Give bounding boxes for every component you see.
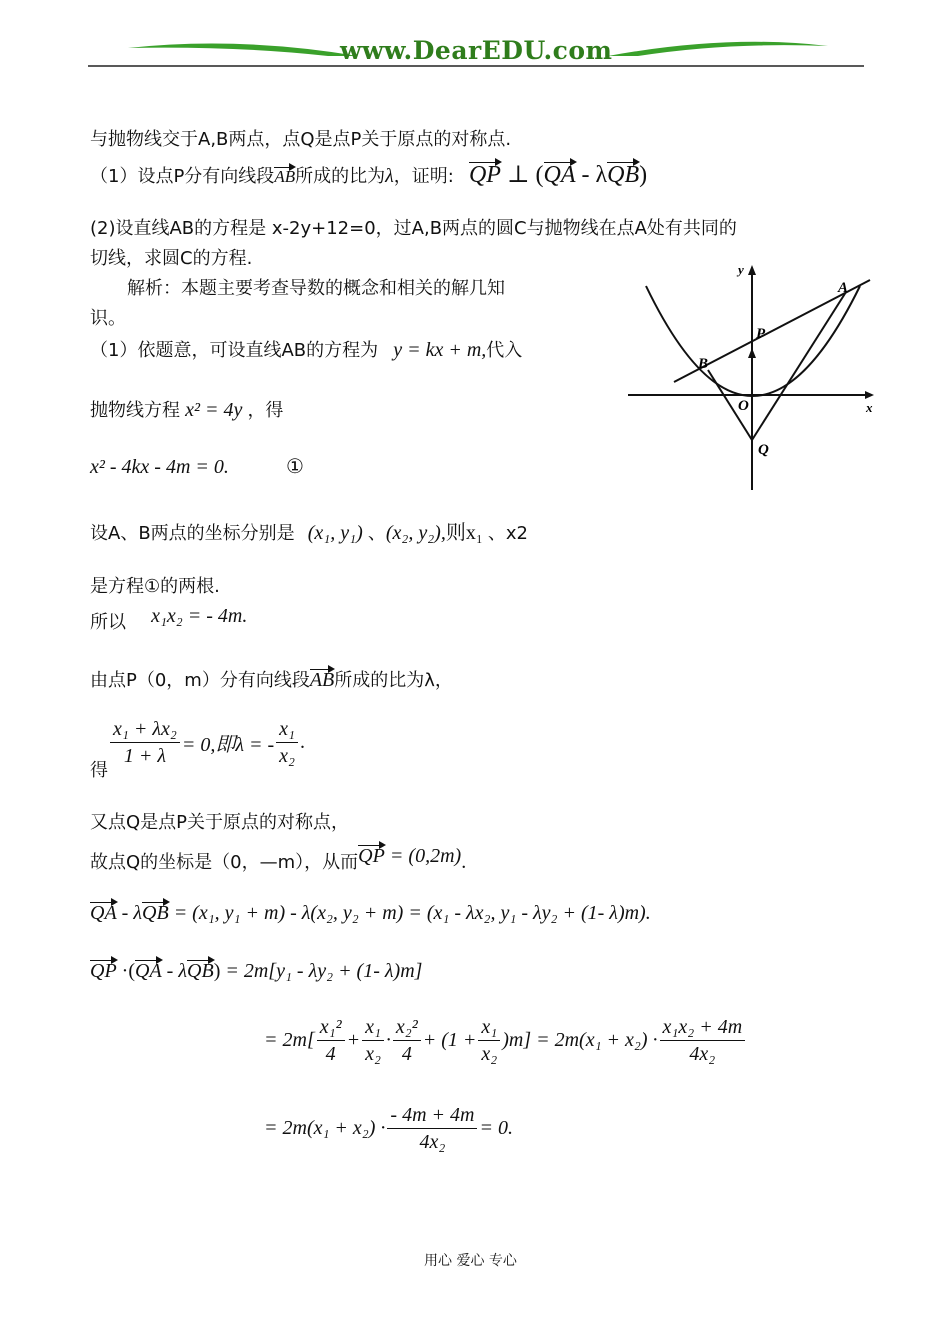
q1-mid: 所成的比为 <box>295 166 386 187</box>
step-3-text: 设A、B两点的坐标分别是 <box>90 523 295 544</box>
step-6-after: 所成的比为λ， <box>334 670 453 691</box>
eq3-vector-qp: QP <box>90 960 117 982</box>
step-9-vector-qp: QP <box>358 845 385 867</box>
step-7-end: . <box>300 731 305 753</box>
equation-1-formula: x² - 4kx - 4m = 0. <box>90 456 229 478</box>
segment-qa <box>752 292 846 440</box>
step-4: 是方程①的两根. <box>90 576 220 597</box>
analysis-line2: 识。 <box>90 308 126 329</box>
q1-prefix: （1）设点P分有向线段 <box>90 166 275 187</box>
step-3-point-b: (x₂, y₂), <box>385 522 446 544</box>
step-1-text: （1）依题意，可设直线AB的方程为 <box>90 340 379 361</box>
step-7-mid: = 0,即λ = - <box>181 734 275 756</box>
step-2-text: 抛物线方程 <box>90 400 180 421</box>
step-6-vector-ab: AB <box>309 669 335 691</box>
step-3-tail: 、x2 <box>487 523 529 544</box>
eq2-vector-qa: QA <box>90 902 117 924</box>
label-y: y <box>738 262 744 277</box>
equation-3-formula: = 2m[y₁ - λy₂ + (1- λ)m] <box>225 960 423 982</box>
step-6-text: 由点P（0，m）分有向线段 <box>90 670 310 691</box>
question-2-line2: 切线，求圆C的方程. <box>90 248 253 269</box>
step-7-fraction: $\frac{\text{x₁ + λx₂}}{1 + \lambda}$ <box>110 718 180 767</box>
question-1 <box>90 160 647 189</box>
step-7-lambda-fraction: $\frac{\text{x₁}}{\text{x₂}}$ <box>276 718 298 767</box>
label-q: Q <box>758 442 769 458</box>
step-3-then: 则x₁ <box>445 522 483 544</box>
parabola-figure <box>624 262 880 494</box>
point-p-arrow <box>748 348 756 358</box>
step-5-formula: x₁x₂ = - 4m. <box>151 605 248 627</box>
q1-claim: QP ⊥ (QA - λQB) <box>468 162 648 188</box>
equation-2-formula: = (x₁, y₁ + m) - λ(x₂, y₂ + m) = (x₁ - λx₂, y₁ - λy₂ + (1- λ)m). <box>173 902 651 924</box>
step-1 <box>90 336 522 362</box>
intro-line: 与抛物线交于A,B两点，点Q是点P关于原点的对称点. <box>90 129 512 150</box>
label-p: P <box>756 326 766 342</box>
step-2-after: ，得 <box>247 400 284 421</box>
q1-vector-ab: AB <box>274 167 296 186</box>
step-7-text: 得 <box>90 759 108 781</box>
step-9-formula: = (0,2m) <box>389 845 462 867</box>
step-5-text: 所以 <box>90 612 126 633</box>
y-axis-arrow <box>748 265 756 275</box>
step-9-end: . <box>461 851 467 873</box>
question-2-line1: (2)设直线AB的方程是 x-2y+12=0，过A,B两点的圆C与抛物线在点A处有共同的 <box>90 218 737 239</box>
step-2 <box>90 396 283 422</box>
equation-1 <box>90 454 304 479</box>
equation-4: = 2m[ $\frac{\text{x₁²}}{4}$ + $\frac{\text{x₁}}{\text{x₂}}$ · $\frac{\text{x₂²}}{4}$ + (1 + $\frac{\text{x₁}}{\text{x₂}}$ )m] = 2m(x₁ + x₂) · $\frac{\text{x₁x₂ + 4m}}{\text{4x₂}}$ <box>264 1016 747 1065</box>
equation-3: QP ·(QA - λQB) = 2m[y₁ - λy₂ + (1- λ)m] <box>90 960 423 982</box>
q1-lambda: λ <box>385 165 394 187</box>
step-5 <box>90 602 248 633</box>
analysis-line1: 解析：本题主要考查导数的概念和相关的解几知 <box>127 278 505 299</box>
label-x: x <box>866 400 873 415</box>
eq3-vector-qb: QB <box>187 960 214 982</box>
equation-1-marker: ① <box>285 456 304 478</box>
eq3-vector-qa: QA <box>135 960 162 982</box>
step-7 <box>90 718 305 781</box>
x-axis-arrow <box>865 391 874 399</box>
site-logo-text: www.DearEDU.com <box>340 36 613 65</box>
label-o: O <box>738 398 749 414</box>
step-6 <box>90 666 453 692</box>
step-8: 又点Q是点P关于原点的对称点， <box>90 812 350 833</box>
footer-text: 用心 爱心 专心 <box>424 1253 517 1269</box>
step-1-formula: y = kx + m, <box>393 339 487 361</box>
step-9-text: 故点Q的坐标是（0，—m），从而 <box>90 852 359 873</box>
eq2-vector-qb: QB <box>142 902 169 924</box>
step-3 <box>90 516 528 545</box>
step-3-point-a: (x₁, y₁) <box>307 522 363 544</box>
step-1-after: 代入 <box>486 340 523 361</box>
equation-5: = 2m(x₁ + x₂) · $\frac{- 4m + 4m}{\text{4x₂}}$ = 0. <box>264 1104 513 1153</box>
step-9 <box>90 842 467 873</box>
label-b: B <box>698 356 709 372</box>
step-3-separator: 、 <box>367 523 386 544</box>
equation-2: QA - λQB = (x₁, y₁ + m) - λ(x₂, y₂ + m) = (x₁ - λx₂, y₁ - λy₂ + (1- λ)m). <box>90 902 651 924</box>
label-a: A <box>838 280 849 296</box>
q1-suffix: ，证明: <box>393 166 454 187</box>
step-2-formula: x² = 4y <box>185 399 243 421</box>
